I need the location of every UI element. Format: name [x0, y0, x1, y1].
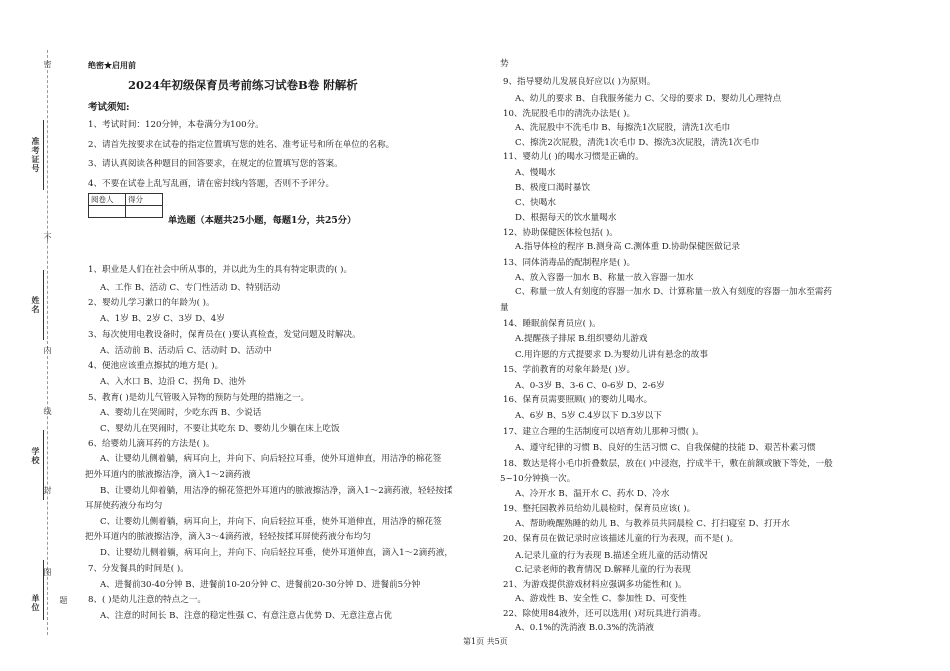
- right-question-line: 19、整托园教养员给幼儿晨检时，保育员应该( )。: [503, 504, 696, 514]
- seal-char: 题: [59, 596, 68, 605]
- right-option-line: A.记录儿童的行为表现 B.描述全班儿童的活动情况: [515, 551, 708, 561]
- left-question-line: 耳屏使药液分布均匀: [85, 501, 163, 511]
- right-question-line: 14、睡眠前保育员应( )。: [503, 319, 601, 329]
- right-question-line: 势: [500, 59, 509, 69]
- left-question-line: 7、分发餐具的时间是( )。: [88, 564, 189, 574]
- left-question-line: 把外耳道内的脓液擦洁净，滴入3～4滴药液，轻轻按揉耳屏使药液分布均匀: [85, 532, 371, 542]
- notice-item: 3、请认真阅读各种题目的回答要求，在规定的位置填写您的答案。: [88, 159, 343, 169]
- seal-char: 线: [43, 407, 52, 416]
- left-option-line: B、让婴幼儿仰着躺，用洁净的棉花签把外耳道内的脓液擦洁净，滴入1～2滴药液，轻轻按揉: [100, 486, 453, 496]
- right-option-line: A、幼儿的要求 B、自我服务能力 C、父母的要求 D、婴幼儿心理特点: [515, 94, 782, 104]
- left-question-line: 3、每次使用电教设备时，保育员在( )要认真检查，发觉问题及时解决。: [88, 330, 361, 340]
- left-option-line: A、入水口 B、边沿 C、拐角 D、池外: [100, 377, 246, 387]
- right-option-line: A、6岁 B、5岁 C.4岁以下 D.3岁以下: [515, 411, 662, 421]
- right-option-line: A、冷开水 B、温开水 C、药水 D、冷水: [515, 489, 670, 499]
- right-option-line: A.指导体检的程序 B.测身高 C.测体重 D.协助保健医做记录: [515, 242, 740, 252]
- notice-heading: 考试须知:: [88, 102, 130, 113]
- left-option-line: A、工作 B、活动 C、专门性活动 D、特别活动: [100, 283, 281, 293]
- right-option-line: A、帮助晚醒熟睡的幼儿 B、与教养员共同晨检 C、打扫寝室 D、打开水: [515, 519, 790, 529]
- left-question-line: 5、教育( )是幼儿气管吸入异物的预防与处理的措施之一。: [88, 393, 310, 403]
- page-number: 第1页 共5页: [463, 637, 508, 646]
- left-question-line: 4、便池应该重点擦拭的地方是( )。: [88, 361, 224, 371]
- left-option-line: D、让婴幼儿侧着躺，病耳向上，并向下、向后轻拉耳垂，使外耳道伸直，滴入1～2滴药液，: [100, 548, 453, 558]
- right-option-line: A、遵守纪律的习惯 B、良好的生活习惯 C、自我保健的技能 D、艰苦朴素习惯: [515, 443, 816, 453]
- name-underline: [43, 270, 44, 340]
- right-question-line: 20、保育员在做记录时应该描述儿童的行为表现，而不是( )。: [503, 534, 739, 544]
- left-question-line: 1、职业是人们在社会中所从事的，并以此为生的具有特定职责的( )。: [88, 265, 353, 275]
- right-option-line: D、根据每天的饮水量喝水: [515, 213, 617, 223]
- section-title: 单选题（本题共25小题，每题1分，共25分）: [168, 215, 357, 226]
- left-option-line: A、婴幼儿在哭闹时，少吃东西 B、少说话: [100, 408, 262, 418]
- right-option-line: A、慢喝水: [515, 168, 556, 178]
- left-question-line: 把外耳道内的脓液擦洁净，滴入1～2滴药液: [85, 470, 251, 480]
- right-question-line: 10、洗屁股毛巾的清洗办法是( )。: [503, 109, 636, 119]
- right-option-line: C、擦洗2次屁股，清洗1次毛巾 D、擦洗3次屁股，清洗1次毛巾: [515, 138, 760, 148]
- seal-char: 密: [43, 60, 52, 69]
- reviewer-cell: 阅卷人: [89, 194, 126, 206]
- right-option-line: C、快喝水: [515, 198, 556, 208]
- left-option-line: A、让婴幼儿侧着躺，病耳向上，并向下、向后轻拉耳垂，使外耳道伸直，用洁净的棉花签: [100, 454, 442, 464]
- right-question-line: 13、同体消毒品的配制程序是( )。: [503, 258, 636, 268]
- score-input-cell: [126, 206, 163, 218]
- score-box: [88, 193, 163, 218]
- right-question-line: 15、学前教育的对象年龄是( )岁。: [503, 365, 636, 375]
- seal-char: 图: [43, 568, 52, 577]
- left-option-line: A、活动前 B、活动后 C、活动时 D、活动中: [100, 346, 272, 356]
- reviewer-input-cell: [89, 206, 126, 218]
- right-option-line: C.用许愿的方式提要求 D.为婴幼儿讲有悬念的故事: [515, 350, 708, 360]
- notice-item: 2、请首先按要求在试卷的指定位置填写您的姓名、准考证号和所在单位的名称。: [88, 140, 395, 150]
- notice-item: 4、不要在试卷上乱写乱画，请在密封线内答题，否则不予评分。: [88, 179, 335, 189]
- right-question-line: 17、建立合理的生活制度可以培育幼儿那种习惯( )。: [503, 427, 704, 437]
- right-question-line: 11、婴幼儿( )的喝水习惯是正确的。: [503, 152, 644, 162]
- right-question-line: 5~10分钟换一次。: [500, 474, 576, 484]
- left-option-line: A、注意的时间长 B、注意的稳定性强 C、有意注意占优势 D、无意注意占优: [100, 611, 392, 621]
- page-title: 2024年初级保育员考前练习试卷B卷 附解析: [128, 78, 358, 92]
- left-option-line: A、1岁 B、2岁 C、3岁 D、4岁: [100, 314, 225, 324]
- right-option-line: A、洗屁股中不洗毛巾 B、每擦洗1次屁股，清洗1次毛巾: [515, 123, 731, 133]
- right-question-line: 16、保育员需要照顾( )的婴幼儿喝水。: [503, 395, 653, 405]
- right-question-line: 22、除使用84液外，还可以选用( )对玩具进行消毒。: [503, 609, 707, 619]
- right-option-line: B、极度口渴时暴饮: [515, 183, 591, 193]
- seal-char: 内: [43, 346, 52, 355]
- left-question-line: 6、给婴幼儿滴耳药的方法是( )。: [88, 439, 215, 449]
- notice-item: 1、考试时间：120分钟，本卷满分为100分。: [88, 120, 264, 130]
- right-option-line: A、0-3岁 B、3-6 C、0-6岁 D、2-6岁: [515, 381, 665, 391]
- left-question-line: 8、( )是幼儿注意的特点之一。: [88, 595, 207, 605]
- seal-dashed-line: [47, 50, 48, 635]
- right-option-line: A、游戏性 B、安全性 C、参加性 D、可变性: [515, 594, 687, 604]
- school-label: 学校: [31, 447, 41, 465]
- unit-label: 单位: [31, 594, 41, 612]
- right-question-line: 18、数达是将小毛巾折叠数层，放在( )中浸泡，拧成半干，敷在前额或腋下等处，一般: [503, 459, 833, 469]
- left-question-line: 2、婴幼儿学习漱口的年龄为( )。: [88, 298, 215, 308]
- right-option-line: A、放入容器一加水 B、称量一放入容器一加水: [515, 273, 694, 283]
- right-question-line: 量: [500, 303, 509, 313]
- name-label: 姓名: [31, 296, 41, 314]
- exam-no-label: 准考证号: [31, 137, 41, 173]
- score-cell: 得分: [126, 194, 163, 206]
- right-question-line: 9、指导婴幼儿发展良好应以( )为原则。: [503, 77, 656, 87]
- left-option-line: C、婴幼儿在哭闹时，不要让其吃东 D、婴幼儿少躺在床上吃饭: [100, 424, 340, 434]
- right-question-line: 21、为游戏提供游戏材料应强调多功能性和( )。: [503, 580, 687, 590]
- seal-char: 封: [43, 486, 52, 495]
- left-option-line: A、进餐前30-40分钟 B、进餐前10-20分钟 C、进餐前20-30分钟 D、进餐前5分钟: [100, 580, 421, 590]
- seal-char: 不: [43, 233, 52, 242]
- right-option-line: C、称量一放人有刻度的容器一加水 D、计算称量一放入有刻度的容器一加水至需药: [515, 287, 832, 297]
- secret-mark: 绝密★启用前: [88, 60, 136, 70]
- exam-no-underline: [43, 120, 44, 190]
- left-option-line: C、让婴幼儿侧着躺，病耳向上，并向下、向后轻拉耳垂，使外耳道伸直，用洁净的棉花签: [100, 517, 442, 527]
- right-option-line: C.记录老师的教育情况 D.解释儿童的行为表现: [515, 565, 691, 575]
- right-option-line: A、0.1%的洗消液 B.0.3%的洗消液: [515, 623, 654, 633]
- right-option-line: A.提醒孩子排尿 B.组织婴幼儿游戏: [515, 334, 648, 344]
- right-question-line: 12、协助保健医体检包括( )。: [503, 228, 618, 238]
